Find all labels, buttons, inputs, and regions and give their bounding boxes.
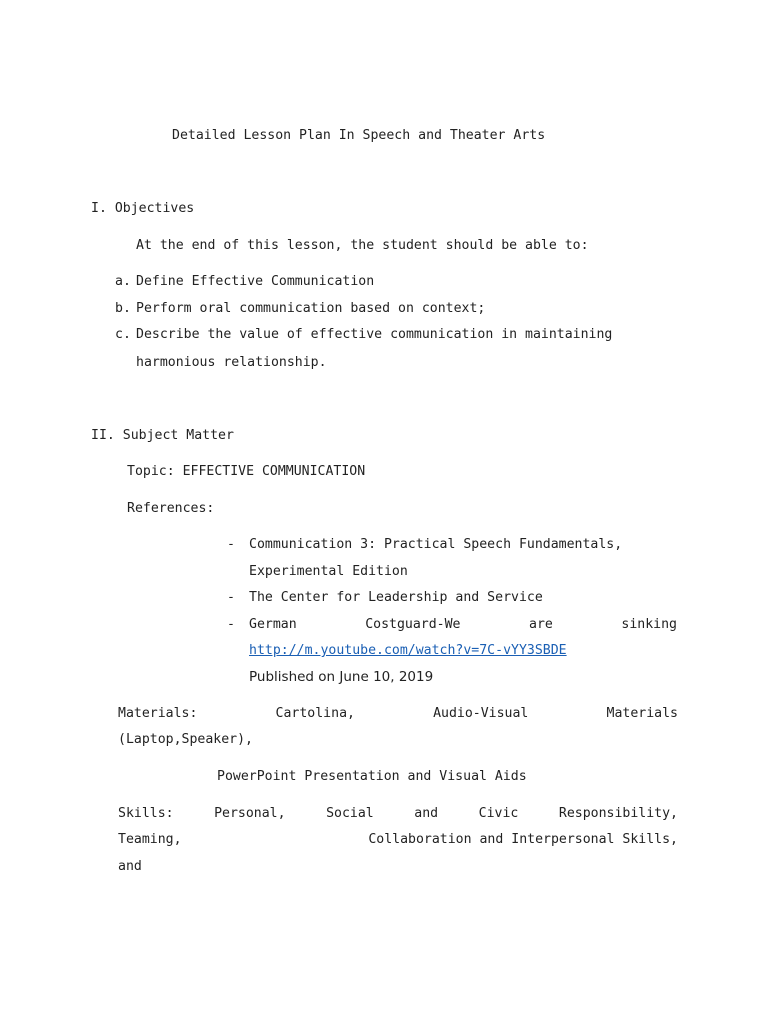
objective-a: Define Effective Communication (136, 274, 375, 289)
reference-bullet-1: - (227, 537, 235, 552)
skills-line3: and (118, 859, 142, 874)
subject-matter-heading: II. Subject Matter (91, 428, 234, 443)
youtube-link[interactable]: http://m.youtube.com/watch?v=7C-vYY3SBDE (249, 643, 567, 658)
references-label: References: (127, 501, 215, 516)
objective-b: Perform oral communication based on context; (136, 301, 486, 316)
reference-2: The Center for Leadership and Service (249, 590, 543, 605)
skills-word: Civic (478, 806, 519, 821)
objective-c: Describe the value of effective communication in maintaining (136, 327, 613, 342)
reference-bullet-2: - (227, 590, 235, 605)
objective-c-continued: harmonious relationship. (136, 355, 327, 370)
objective-marker-a: a. (115, 274, 131, 289)
materials-line1 (118, 705, 678, 723)
ref3-word: German (249, 617, 297, 632)
skills-line2 (118, 831, 678, 849)
materials-line3: PowerPoint Presentation and Visual Aids (217, 769, 527, 784)
ref3-word: sinking (621, 617, 677, 632)
ref3-word: Costguard-We (365, 617, 461, 632)
topic-line: Topic: EFFECTIVE COMMUNICATION (127, 464, 366, 479)
objective-marker-b: b. (115, 301, 131, 316)
materials-line2: (Laptop,Speaker), (118, 732, 253, 747)
skills-word: Responsibility, (558, 806, 678, 821)
skills-word: Personal, (214, 806, 286, 821)
objectives-intro: At the end of this lesson, the student should be able to: (136, 238, 589, 253)
reference-bullet-3: - (227, 617, 235, 632)
skills-word: Collaboration and Interpersonal Skills, (368, 832, 678, 847)
materials-word: Materials: (118, 706, 198, 721)
skills-word: Skills: (118, 806, 174, 821)
materials-word: Audio-Visual (433, 706, 529, 721)
reference-3-line1 (249, 616, 677, 634)
reference-1-line1: Communication 3: Practical Speech Fundamentals, (249, 537, 623, 552)
skills-word: Social (326, 806, 374, 821)
document-title: Detailed Lesson Plan In Speech and Theater Arts (172, 128, 546, 143)
objectives-heading: I. Objectives (91, 201, 195, 216)
published-date: Published on June 10, 2019 (249, 669, 434, 685)
skills-word: Teaming, (118, 832, 182, 847)
materials-word: Cartolina, (275, 706, 355, 721)
ref3-word: are (529, 617, 553, 632)
materials-word: Materials (606, 706, 678, 721)
skills-line1 (118, 805, 678, 823)
skills-word: and (414, 806, 439, 821)
objective-marker-c: c. (115, 327, 131, 342)
reference-1-line2: Experimental Edition (249, 564, 408, 579)
